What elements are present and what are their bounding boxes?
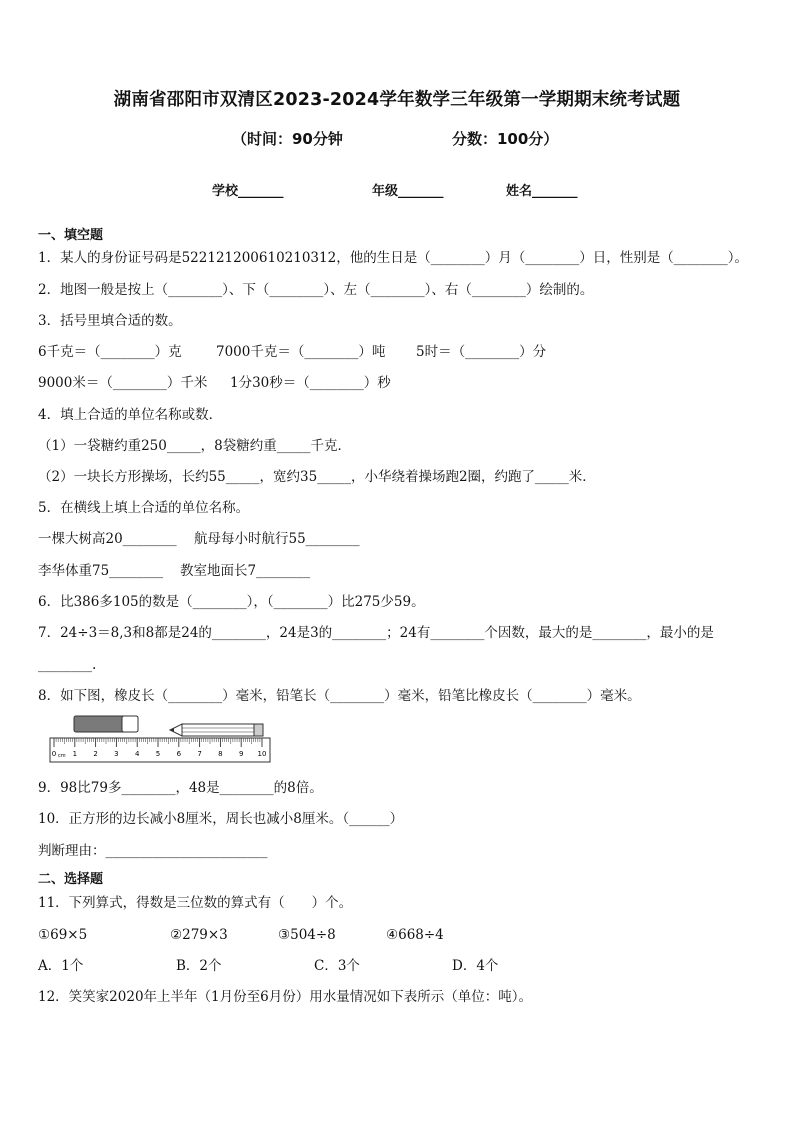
question-10-reason: 判断理由：________________________: [38, 843, 268, 859]
question-10: 10．正方形的边长减小8厘米，周长也减小8厘米。（______）: [38, 811, 404, 827]
page-title: 湖南省邵阳市双清区2023-2024学年数学三年级第一学期期末统考试题: [113, 90, 681, 110]
ruler-tick-label: 2: [93, 750, 98, 758]
ruler-figure: [48, 714, 272, 764]
question-3-a: 6千克＝（________）克: [38, 344, 182, 360]
ruler-tick-label: 7: [197, 750, 202, 758]
ruler-tick-label: 1: [72, 750, 78, 758]
question-4: 4．填上合适的单位名称或数．: [38, 407, 223, 423]
question-6: 6．比386多105的数是（________），（________）比275少59。: [38, 594, 425, 610]
question-5-a: 一棵大树高20________: [38, 531, 177, 547]
ruler-tick-label: 6: [176, 750, 182, 758]
q11-choice-b[interactable]: B．2个: [176, 958, 222, 974]
question-3-b: 7000千克＝（________）吨: [216, 344, 386, 360]
ruler-tick-label: 8: [218, 750, 223, 758]
question-12: 12．笑笑家2020年上半年（1月份至6月份）用水量情况如下表所示（单位：吨）。: [38, 989, 532, 1005]
q11-item-4: ④668÷4: [386, 927, 444, 943]
ruler-tick-label: 9: [238, 750, 244, 758]
q11-choice-d[interactable]: D．4个: [452, 958, 499, 974]
question-5-b: 航母每小时航行55________: [194, 531, 360, 547]
exam-score: 分数：100分）: [452, 130, 559, 148]
question-2: 2．地图一般是按上（________）、下（________）、左（________）、右（________）绘制的。: [38, 282, 594, 298]
section-heading-choice: 二、选择题: [38, 872, 104, 887]
question-3-d: 9000米＝（________）千米: [38, 375, 208, 391]
eraser-icon: [74, 716, 138, 732]
question-3: 3．括号里填合适的数。: [38, 313, 182, 329]
question-5-c: 李华体重75________: [38, 563, 164, 579]
grade-field: 年级_______: [372, 184, 444, 199]
q11-item-1: ①69×5: [38, 927, 88, 943]
q11-choice-a[interactable]: A．1个: [38, 958, 84, 974]
question-11: 11．下列算式，得数是三位数的算式有（ ）个。: [38, 895, 353, 911]
question-1: 1．某人的身份证号码是522121200610210312，他的生日是（________）月（________）日，性别是（________）。: [38, 250, 748, 266]
q11-item-3: ③504÷8: [278, 927, 336, 943]
school-field: 学校_______: [212, 184, 284, 199]
q11-choice-c[interactable]: C．3个: [314, 958, 360, 974]
section-heading-fill-blank: 一、填空题: [38, 228, 104, 243]
question-5-d: 教室地面长7________: [180, 563, 311, 579]
ruler-tick-label: 10: [257, 750, 267, 758]
question-3-e: 1分30秒＝（________）秒: [230, 375, 391, 391]
question-7: 7．24÷3＝8,3和8都是24的________，24是3的________；24有________个因数，最大的是________，最小的是: [38, 625, 714, 641]
ruler-unit: cm: [58, 753, 66, 759]
question-9: 9．98比79多________，48是________的8倍。: [38, 780, 323, 796]
name-field: 姓名_______: [506, 184, 578, 199]
question-5: 5．在横线上填上合适的单位名称。: [38, 500, 250, 516]
question-4-1: （1）一袋糖约重250_____，8袋糖约重_____千克．: [38, 438, 351, 454]
ruler-tick-label: 0: [51, 750, 57, 758]
question-3-c: 5时＝（________）分: [416, 344, 547, 360]
pencil-icon: [170, 724, 263, 736]
ruler-tick-label: 5: [155, 750, 161, 758]
question-7-cont: ________.: [38, 657, 97, 673]
ruler-tick-label: 4: [134, 750, 140, 758]
ruler-tick-label: 3: [114, 750, 119, 758]
question-8: 8．如下图，橡皮长（________）毫米，铅笔长（________）毫米，铅笔比橡皮长（________）毫米。: [38, 688, 641, 704]
exam-time: （时间：90分钟: [232, 130, 343, 148]
question-4-2: （2）一块长方形操场，长约55_____，宽约35_____，小华绕着操场跑2圈，约跑了_____米．: [38, 469, 596, 485]
q11-item-2: ②279×3: [170, 927, 228, 943]
